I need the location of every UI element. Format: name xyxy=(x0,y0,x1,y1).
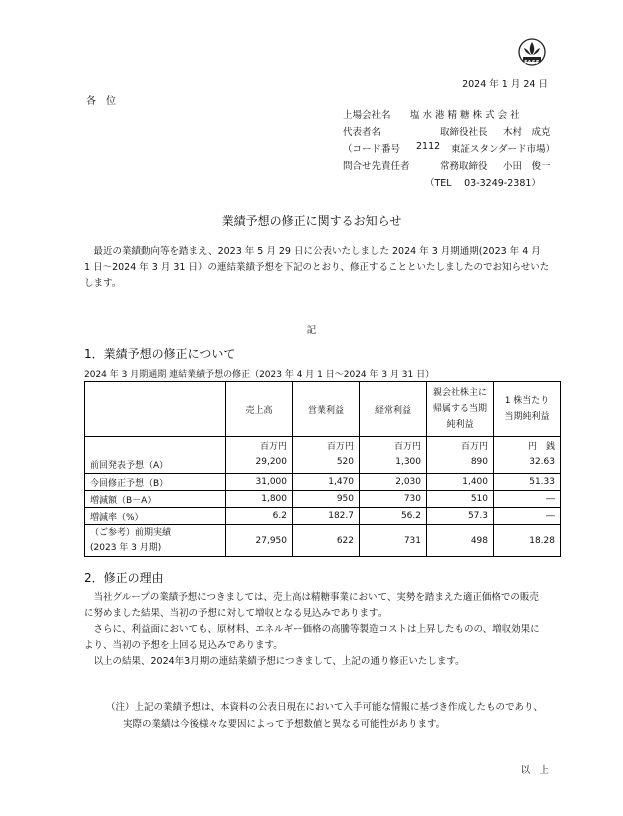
intro-line: 1 日～2024 年 3 月 31 日）の連結業績予想を下記のとおり、修正することといたしましたのでお知らせいた xyxy=(84,262,550,273)
company-label: 上場会社名 xyxy=(343,110,391,121)
cell-value: 32.63 xyxy=(529,457,555,467)
cell-value: 498 xyxy=(427,525,494,557)
company-row xyxy=(343,107,520,121)
table-row-previous-forecast xyxy=(85,437,561,474)
table-cell xyxy=(293,437,360,474)
intro-paragraph xyxy=(84,244,562,292)
cell-value: 29,200 xyxy=(255,457,287,467)
unit-label: 円 銭 xyxy=(527,442,555,452)
code-value: 2112 xyxy=(416,141,441,152)
table-cell xyxy=(360,437,427,474)
table-header-row xyxy=(85,382,561,437)
table-cell xyxy=(427,437,494,474)
table-caption: 2024 年 3 月期通期 連結業績予想の修正（2023 年 4 月 1 日～2024 年 3 月 31 日） xyxy=(84,370,435,380)
intro-line: します。 xyxy=(84,278,122,289)
row-label: 前回発表予想（A） xyxy=(85,437,226,474)
header-eps-line: 当期純利益 xyxy=(504,412,550,422)
table-row-revised-forecast xyxy=(85,474,561,491)
company-name: 塩 水 港 精 糖 株 式 会 社 xyxy=(410,110,520,121)
unit-label: 百万円 xyxy=(259,442,287,452)
cell-value: 27,950 xyxy=(226,525,293,557)
cell-value: 57.3 xyxy=(427,508,494,525)
cell-value: 182.7 xyxy=(293,508,360,525)
contact-label: 問合せ先責任者 xyxy=(343,161,410,172)
notice-title: 業績予想の修正に関するお知らせ xyxy=(221,214,402,228)
ki-mark: 記 xyxy=(306,325,317,336)
row-label xyxy=(85,525,226,557)
header-ordinary-profit: 経常利益 xyxy=(360,382,427,437)
cell-value: 520 xyxy=(336,457,354,467)
reason-paragraph xyxy=(84,590,562,670)
logo-text: FASF xyxy=(524,60,540,66)
unit-label: 百万円 xyxy=(326,442,354,452)
table-row-change-amount xyxy=(85,491,561,508)
header-eps-line: 1 株当たり xyxy=(504,396,550,406)
forecast-table xyxy=(84,381,561,557)
cell-value: 2,030 xyxy=(360,474,427,491)
contact-name: 小田 俊一 xyxy=(503,161,551,172)
cell-value: ― xyxy=(494,508,561,525)
header-blank-cell xyxy=(85,382,226,437)
header-net-income-line: 親会社株主に xyxy=(432,388,487,398)
addressee: 各 位 xyxy=(86,96,116,107)
representative-row xyxy=(343,124,551,138)
fasf-logo-icon xyxy=(517,38,547,70)
cell-value: 730 xyxy=(360,491,427,508)
rep-name: 木村 成克 xyxy=(503,127,551,138)
reason-line: より、当初の予想を上回る見込みであります。 xyxy=(84,640,283,651)
table-row-change-rate xyxy=(85,508,561,525)
code-row xyxy=(343,141,556,155)
cell-value: 731 xyxy=(360,525,427,557)
cell-value: 18.28 xyxy=(494,525,561,557)
cell-value: 1,400 xyxy=(427,474,494,491)
row-label-line: (2023 年 3 月期) xyxy=(90,542,162,553)
code-label: （コード番号 xyxy=(343,144,401,155)
cell-value: 1,300 xyxy=(395,457,421,467)
section1-heading: 1．業績予想の修正について xyxy=(84,347,236,361)
reason-line: 以上の結果、2024年3月期の連結業績予想につきまして、上記の通り修正いたします。 xyxy=(84,656,465,667)
row-label: 増減額（B－A） xyxy=(85,491,226,508)
cell-value: 510 xyxy=(427,491,494,508)
rep-title: 取締役社長 xyxy=(440,127,488,138)
note-line: 実際の業績は今後様々な要因によって予想数値と異なる可能性があります。 xyxy=(123,719,446,730)
header-sales: 売上高 xyxy=(226,382,293,437)
cell-value: 890 xyxy=(470,457,488,467)
table-cell xyxy=(494,437,561,474)
cell-value: 6.2 xyxy=(226,508,293,525)
table-cell xyxy=(226,437,293,474)
cell-value: 622 xyxy=(293,525,360,557)
header-net-income xyxy=(427,382,494,437)
header-net-income-line: 帰属する当期 xyxy=(432,404,487,414)
row-label: 増減率（%） xyxy=(85,508,226,525)
rep-label: 代表者名 xyxy=(343,127,382,138)
intro-line: 最近の業績動向等を踏まえ、2023 年 5 月 29 日に公表いたしました 2024 年 3 月期通期(2023 年 4 月 xyxy=(84,246,541,257)
closing-mark: 以 上 xyxy=(520,765,549,776)
tel: （TEL 03-3249-2381） xyxy=(425,178,541,189)
unit-label: 百万円 xyxy=(460,442,488,452)
cell-value: 1,800 xyxy=(226,491,293,508)
header-operating-profit: 営業利益 xyxy=(293,382,360,437)
cell-value: 1,470 xyxy=(293,474,360,491)
header-net-income-line: 純利益 xyxy=(446,420,474,430)
cell-value: 31,000 xyxy=(226,474,293,491)
table-row-previous-actual xyxy=(85,525,561,557)
document-date: 2024 年 1 月 24 日 xyxy=(462,79,548,90)
row-label-line: （ご参考）前期実績 xyxy=(90,527,172,538)
contact-title: 常務取締役 xyxy=(440,161,488,172)
note-line: （注）上記の業績予想は、本資料の公表日現在において入手可能な情報に基づき作成したものであり、 xyxy=(106,702,544,713)
reason-line: 当社グループの業績予想につきましては、売上高は精糖事業において、実勢を踏まえた適正価格での販売 xyxy=(84,592,539,603)
cell-value: 56.2 xyxy=(360,508,427,525)
market: 東証スタンダード市場） xyxy=(451,144,556,155)
header-eps xyxy=(494,382,561,437)
cell-value: 950 xyxy=(293,491,360,508)
cell-value: 51.33 xyxy=(494,474,561,491)
row-label: 今回修正予想（B） xyxy=(85,474,226,491)
unit-label: 百万円 xyxy=(393,442,421,452)
contact-row xyxy=(343,158,551,172)
cell-value: ― xyxy=(494,491,561,508)
reason-line: さらに、利益面においても、原材料、エネルギー価格の高騰等製造コストは上昇したものの、増収効果に xyxy=(84,624,540,635)
section2-heading: 2．修正の理由 xyxy=(84,571,164,585)
reason-line: に努めました結果、当初の予想に対して増収となる見込みであります。 xyxy=(84,608,388,619)
